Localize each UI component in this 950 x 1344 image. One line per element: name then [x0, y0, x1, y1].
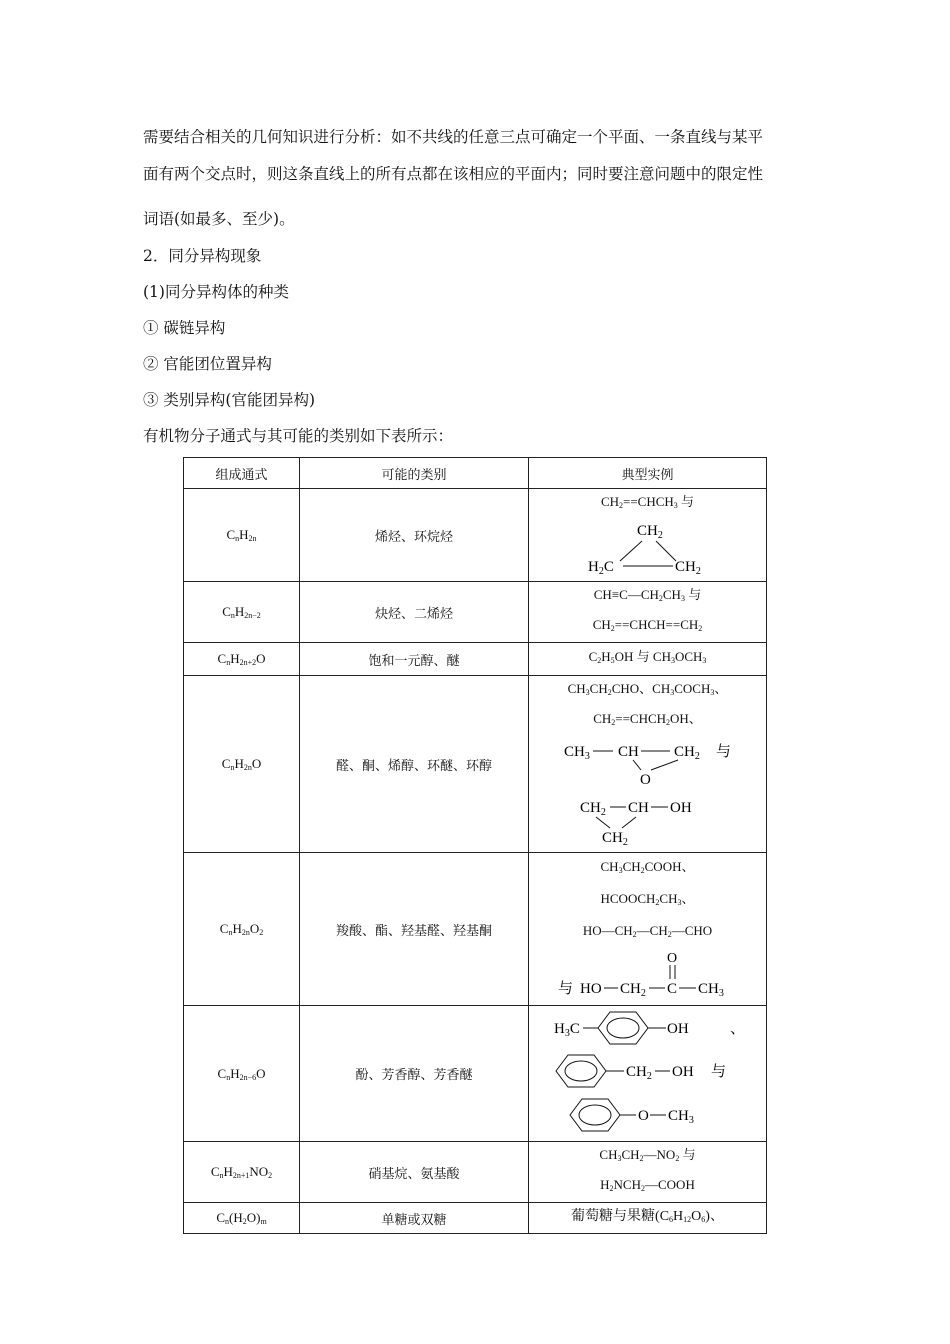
example-cell: $C_2H_5OH$ 与 $CH_3OCH_3$	[529, 643, 767, 676]
example-line: $HO—CH_2—CH_2—CHO$	[582, 923, 713, 939]
formula-cell: $C_n(H_2O)_m$	[184, 1203, 300, 1234]
table-row	[184, 1142, 767, 1203]
table-row	[184, 489, 767, 582]
formula-cell: $C_nH_{2n+2}O$	[184, 643, 300, 676]
classes-cell: 单糖或双糖	[300, 1203, 529, 1234]
classes-cell: 羧酸、酯、羟基醛、羟基酮	[300, 853, 529, 1006]
table-intro: 有机物分子通式与其可能的类别如下表所示：	[143, 427, 454, 445]
classes-cell: 饱和一元醇、醚	[300, 643, 529, 676]
example-line: $CH_3CH_2COOH$、	[600, 859, 695, 875]
svg-text:CH: CH	[627, 800, 649, 816]
yu-label: 与	[715, 744, 731, 760]
svg-text:与: 与	[710, 1063, 726, 1080]
classes-cell: 烯烃、环烷烃	[300, 489, 529, 582]
svg-text:与: 与	[557, 981, 573, 997]
example-cell	[529, 853, 767, 1006]
formula-cell: $C_nH_{2n-6}O$	[184, 1006, 300, 1142]
ch2-label: $CH_2$	[636, 523, 663, 541]
header-examples: 典型实例	[529, 458, 767, 489]
example-line: $CH_2==CHCH_3$ 与	[600, 494, 695, 510]
example-cell	[529, 582, 767, 643]
example-cell	[529, 489, 767, 582]
svg-text:CH3: $CH_3$	[667, 1107, 694, 1126]
classes-cell: 酚、芳香醇、芳香醚	[300, 1006, 529, 1142]
table-row	[184, 582, 767, 643]
hydroxy-ketone-structure	[548, 949, 748, 1001]
intro-line-2: 面有两个交点时，则这条直线上的所有点都在该相应的平面内；同时要注意问题中的限定性	[143, 165, 764, 183]
svg-text:CH2: $CH_2$	[601, 830, 628, 848]
table-row	[184, 853, 767, 1006]
svg-text:CH2: $CH_2$	[579, 800, 606, 818]
example-line: $H_2NCH_2—COOH$	[600, 1177, 695, 1193]
example-line: $CH_3CH_2—NO_2$ 与	[599, 1147, 696, 1163]
svg-text:HO: HO	[579, 981, 602, 997]
svg-text:CH3: $CH_3$	[697, 981, 724, 999]
classes-cell: 炔烃、二烯烃	[300, 582, 529, 643]
formula-cell: $C_nH_{2n-2}$	[184, 582, 300, 643]
formula-cell: $C_nH_{2n}O_2$	[184, 853, 300, 1006]
svg-text:CH2: $CH_2$	[673, 744, 700, 762]
example-cell	[529, 676, 767, 853]
formula-cell: $C_nH_{2n}$	[184, 489, 300, 582]
classes-cell: 醛、酮、烯醇、环醚、环醇	[300, 676, 529, 853]
subheading: (1)同分异构体的种类	[143, 283, 289, 301]
formula-cell: $C_nH_{2n}O$	[184, 676, 300, 853]
svg-text:CH: CH	[617, 744, 639, 760]
ch2-label: $CH_2$	[674, 559, 701, 577]
table-row	[184, 1203, 767, 1234]
table-row	[184, 643, 767, 676]
classes-cell: 硝基烷、氨基酸	[300, 1142, 529, 1203]
intro-line-1: 需要结合相关的几何知识进行分析：如不共线的任意三点可确定一个平面、一条直线与某平	[143, 128, 764, 146]
cyclopropane-structure	[568, 519, 728, 577]
table-header-row	[184, 458, 767, 489]
intro-line-3: 词语(如最多、至少)。	[143, 210, 295, 228]
formula-cell: $C_nH_{2n+1}NO_2$	[184, 1142, 300, 1203]
svg-text:O: O	[666, 951, 677, 966]
epoxide-structure	[558, 736, 738, 790]
svg-text:O: O	[637, 1107, 649, 1124]
example-cell: 葡萄糖与果糖$(C_6H_{12}O_6)$、	[529, 1203, 767, 1234]
svg-text:C: C	[666, 981, 677, 997]
header-classes: 可能的类别	[300, 458, 529, 489]
example-cell	[529, 1006, 767, 1142]
table-row	[184, 676, 767, 853]
cyclic-alcohol-structure	[558, 794, 738, 848]
example-line: $HCOOCH_2CH_3$、	[600, 891, 695, 907]
example-line: $CH\equiv C—CH_2CH_3$ 与	[593, 587, 702, 603]
example-line: $CH_3CH_2CHO$、$CH_3COCH_3$、	[567, 681, 728, 697]
aromatic-structures	[548, 1007, 748, 1137]
section-heading: 2．同分异构现象	[143, 247, 262, 265]
example-cell	[529, 1142, 767, 1203]
svg-text:OH: OH	[671, 1063, 694, 1080]
svg-text:CH2: $CH_2$	[619, 981, 646, 999]
example-line: $CH_2==CHCH==CH_2$	[592, 617, 703, 633]
svg-text:O: O	[639, 772, 651, 788]
list-item: ③ 类别异构(官能团异构)	[143, 391, 316, 409]
example-line: $CH_2==CHCH_2OH$、	[593, 711, 702, 727]
isomer-table	[183, 457, 767, 1234]
svg-text:CH2: $CH_2$	[625, 1063, 652, 1082]
h2c-label: $H_2C$	[587, 559, 614, 577]
svg-text:OH: OH	[666, 1020, 689, 1037]
header-formula: 组成通式	[184, 458, 300, 489]
svg-text:H3C: $H_3C$	[553, 1020, 580, 1039]
svg-text:、: 、	[729, 1020, 745, 1037]
table-row	[184, 1006, 767, 1142]
list-item: ① 碳链异构	[143, 319, 226, 337]
svg-text:OH: OH	[669, 800, 692, 816]
list-item: ② 官能团位置异构	[143, 355, 272, 373]
svg-text:CH3: $CH_3$	[563, 744, 590, 762]
